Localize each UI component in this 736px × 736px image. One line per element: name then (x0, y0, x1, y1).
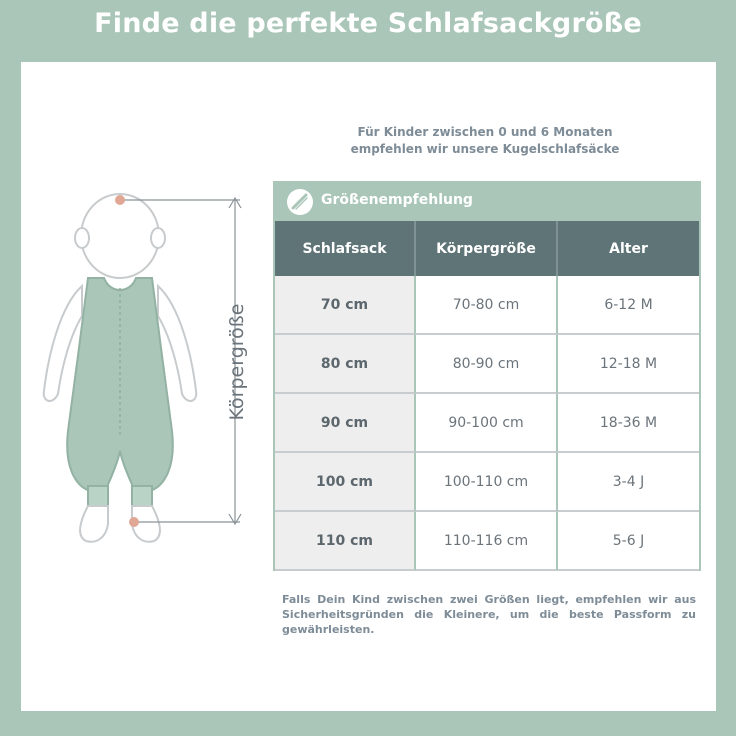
head-shape (81, 194, 159, 278)
head-marker-dot (115, 195, 125, 205)
right-cuff (132, 486, 152, 506)
table-row (275, 453, 699, 512)
table-column-headers (275, 221, 699, 276)
cell-schlafsack: 80 cm (275, 335, 416, 394)
cell-koerpergroesse: 80-90 cm (416, 335, 558, 394)
cell-schlafsack: 90 cm (275, 394, 416, 453)
intro-line-2: empfehlen wir unsere Kugelschlafsäcke (350, 142, 620, 156)
cell-koerpergroesse: 110-116 cm (416, 512, 558, 571)
size-table (273, 181, 701, 571)
size-advice-note: Falls Dein Kind zwischen zwei Größen liegt, empfehlen wir aus Sicherheitsgründen die Kleinere, um die beste Passform zu gewährleisten. (282, 593, 696, 636)
height-axis-label: Körpergröße (226, 303, 248, 421)
cell-alter: 6-12 M (558, 276, 699, 335)
table-header-title: Größenempfehlung (321, 192, 473, 208)
intro-text (300, 124, 670, 158)
left-cuff (88, 486, 108, 506)
foot-marker-dot (129, 517, 139, 527)
table-header-bar (275, 183, 699, 221)
table-row (275, 512, 699, 571)
cell-alter: 3-4 J (558, 453, 699, 512)
column-header-alter: Alter (558, 221, 699, 276)
cell-koerpergroesse: 90-100 cm (416, 394, 558, 453)
cell-alter: 18-36 M (558, 394, 699, 453)
left-foot (80, 506, 108, 542)
cell-koerpergroesse: 70-80 cm (416, 276, 558, 335)
cell-schlafsack: 100 cm (275, 453, 416, 512)
column-header-koerpergroesse: Körpergröße (416, 221, 558, 276)
table-row (275, 276, 699, 335)
cell-alter: 5-6 J (558, 512, 699, 571)
cell-schlafsack: 110 cm (275, 512, 416, 571)
measuring-tape-icon (287, 189, 313, 215)
bottom-strip (0, 718, 736, 736)
cell-koerpergroesse: 100-110 cm (416, 453, 558, 512)
table-row (275, 335, 699, 394)
page-title: Finde die perfekte Schlafsackgröße (94, 8, 642, 39)
intro-line-1: Für Kinder zwischen 0 und 6 Monaten (357, 125, 613, 139)
table-grid (275, 221, 699, 571)
cell-schlafsack: 70 cm (275, 276, 416, 335)
table-row (275, 394, 699, 453)
cell-alter: 12-18 M (558, 335, 699, 394)
column-header-schlafsack: Schlafsack (275, 221, 416, 276)
